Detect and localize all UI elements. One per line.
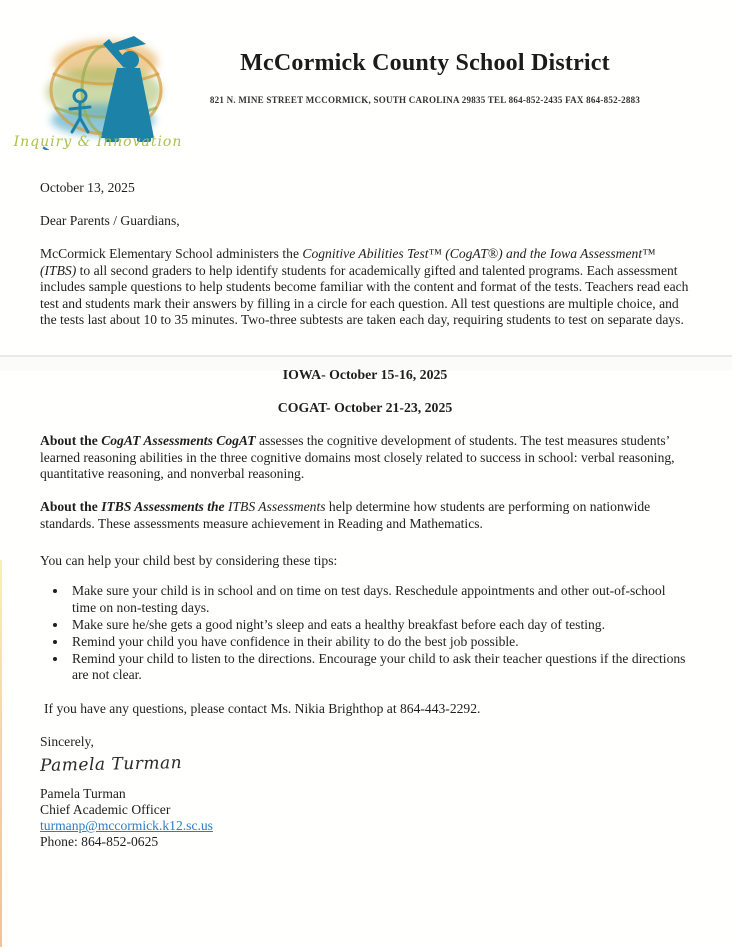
iowa-schedule-line: IOWA- October 15-16, 2025 [282,367,448,382]
signature-phone: Phone: 864-852-0625 [40,834,159,849]
tip-item: • Remind your child you have confidence in their ability to do the best job possible. [68,634,690,651]
text-segment: CogAT Assessments CogAT [101,433,256,448]
letter-date: October 13, 2025 [40,180,135,195]
district-title: McCormick County School District [240,50,610,76]
salutation: Dear Parents / Guardians, [40,213,180,228]
about-itbs-paragraph [40,499,690,532]
about-cogat-paragraph [40,433,690,483]
signature-title: Chief Academic Officer [40,802,171,817]
logo-tagline: Inquiry & Innovation [13,134,183,150]
text-segment: help determine how students are performing on nationwide standards. These assessments measure achievement in Reading and Mathematics. [40,499,651,531]
tip-item: • Make sure your child is in school and on time on test days. Reschedule appointments and other out-of-school time on non-testing days. [68,583,690,616]
intro-paragraph [40,246,690,329]
signature-script: Pamela Turman [39,753,183,776]
district-address: 821 N. MINE STREET MCCORMICK, SOUTH CAROLINA 29835 TEL 864-852-2435 FAX 864-852-2883 [209,95,641,105]
text-segment: ITBS Assessments [227,499,326,514]
letterhead [160,50,690,105]
signature-email-link[interactable]: turmanp@mccormick.k12.sc.us [40,818,213,833]
tip-item: • Remind your child to listen to the directions. Encourage your child to ask their teacher questions if the directions are not clear. [68,651,690,684]
cogat-schedule-line: COGAT- October 21-23, 2025 [277,400,453,415]
tip-item: • Make sure he/she gets a good night’s sleep and eats a healthy breakfast before each day of testing. [68,617,690,634]
tips-list [68,583,690,684]
text-segment: ITBS Assessments the [101,499,228,514]
closing: Sincerely, [40,734,94,749]
text-segment: About the [40,433,102,448]
text-segment: About the [40,499,102,514]
signature-name: Pamela Turman [40,786,126,801]
scan-artifact-line [0,355,732,357]
text-segment: Cognitive Abilities Test™ (CogAT®) and the Iowa Assessment™ (ITBS) [40,246,656,278]
contact-line: If you have any questions, please contact Ms. Nikia Brighthop at 864-443-2292. [44,701,481,716]
text-segment: McCormick Elementary School administers the [40,246,303,261]
text-segment: assesses the cognitive development of students. The test measures students’ learned reasoning abilities in the three cognitive domains most closely related to success in school: verbal reasoning, quantitative reasoning, and nonverbal reasoning. [40,433,675,481]
scan-artifact-edge [0,560,2,947]
tips-intro: You can help your child best by considering these tips: [40,553,338,568]
text-segment: to all second graders to help identify students for academically gifted and talented programs. Each assessment includes sample questions to help students become familiar with the content and format of the tests. Teachers read each test and students mark their answers by filling in a circle for each question. All test questions are multiple choice, and the tests last about 10 to 35 minutes. Two-three subtests are taken each day, requiring students to test on separate days. [40,262,689,327]
